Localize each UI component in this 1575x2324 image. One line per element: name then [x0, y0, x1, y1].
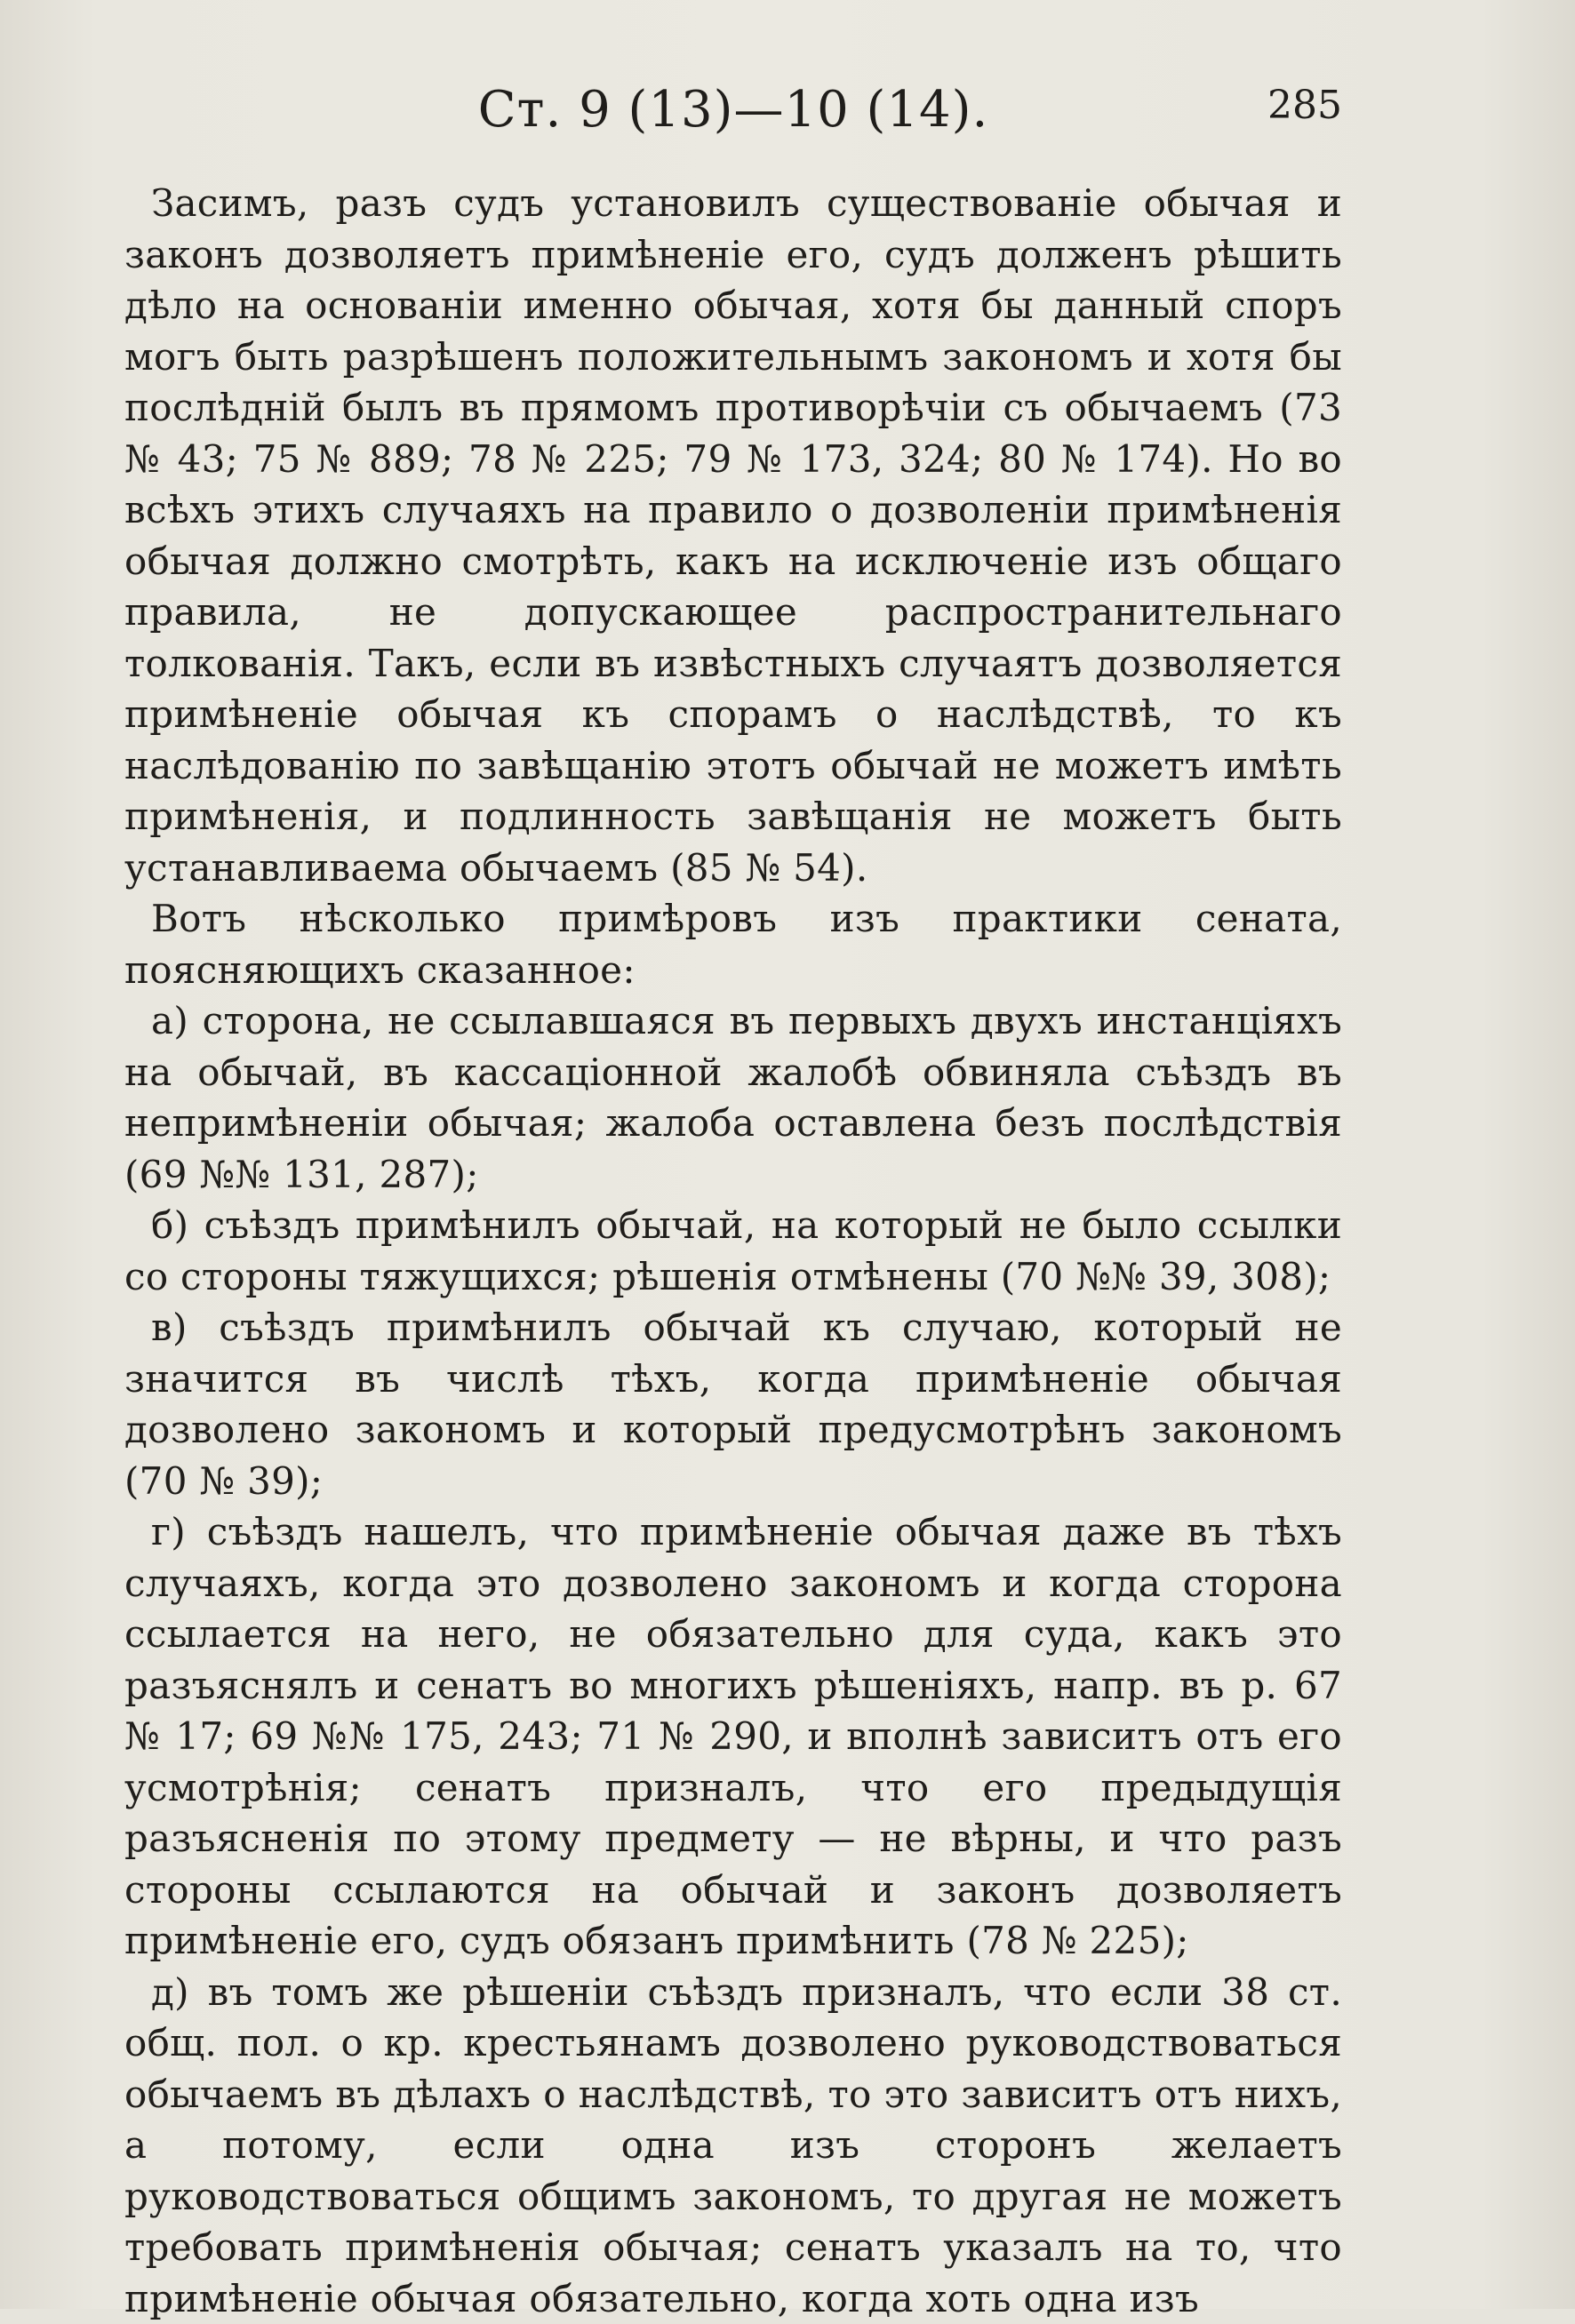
running-title: Ст. 9 (13)—10 (14). [124, 75, 1342, 146]
paragraph-example-a: а) сторона, не ссылавшаяся въ первыхъ двухъ инстанціяхъ на обычай, въ кассаціонной жалобѣ обвиняла съѣздъ въ непримѣненіи обычая; жалоба оставлена безъ послѣдствія (69 №№ 131, 287); [124, 995, 1342, 1200]
paragraph-example-d: д) въ томъ же рѣшеніи съѣздъ призналъ, что если 38 ст. общ. пол. о кр. крестьянамъ дозволено руководствоваться обычаемъ въ дѣлахъ о наслѣдствѣ, то это зависитъ отъ нихъ, а потому, если одна изъ сторонъ желаетъ руководствоваться общимъ закономъ, то другая не можетъ требовать примѣненія обычая; сенатъ указалъ на то, что примѣненіе обычая обязательно, когда хоть одна изъ [124, 1967, 1342, 2324]
page-header [124, 75, 1342, 146]
paragraph-example-b: б) съѣздъ примѣнилъ обычай, на который не было ссылки со стороны тяжущихся; рѣшенія отмѣнены (70 №№ 39, 308); [124, 1200, 1342, 1302]
page-number: 285 [1267, 75, 1342, 137]
paragraph-examples-intro: Вотъ нѣсколько примѣровъ изъ практики сената, поясняющихъ сказанное: [124, 893, 1342, 995]
paragraph-example-v: в) съѣздъ примѣнилъ обычай къ случаю, который не значится въ числѣ тѣхъ, когда примѣненіе обычая дозволено закономъ и который предусмотрѣнъ закономъ (70 № 39); [124, 1302, 1342, 1506]
paragraph-example-g: г) съѣздъ нашелъ, что примѣненіе обычая даже въ тѣхъ случаяхъ, когда это дозволено закономъ и когда сторона ссылается на него, не обязательно для суда, какъ это разъяснялъ и сенатъ во многихъ рѣшеніяхъ, напр. въ р. 67 № 17; 69 №№ 175, 243; 71 № 290, и вполнѣ зависитъ отъ его усмотрѣнія; сенатъ призналъ, что его предыдущія разъясненія по этому предмету — не вѣрны, и что разъ стороны ссылаются на обычай и законъ дозволяетъ примѣненіе его, судъ обязанъ примѣнить (78 № 225); [124, 1506, 1342, 1967]
paragraph-intro: Засимъ, разъ судъ установилъ существованіе обычая и законъ дозволяетъ примѣненіе его, судъ долженъ рѣшить дѣло на основаніи именно обычая, хотя бы данный споръ могъ быть разрѣшенъ положительнымъ закономъ и хотя бы послѣдній былъ въ прямомъ противорѣчіи съ обычаемъ (73 № 43; 75 № 889; 78 № 225; 79 № 173, 324; 80 № 174). Но во всѣхъ этихъ случаяхъ на правило о дозволеніи примѣненія обычая должно смотрѣть, какъ на исключеніе изъ общаго правила, не допускающее распространительнаго толкованія. Такъ, если въ извѣстныхъ случаятъ дозволяется примѣненіе обычая къ спорамъ о наслѣдствѣ, то къ наслѣдованію по завѣщанію этотъ обычай не можетъ имѣть примѣненія, и подлинность завѣщанія не можетъ быть устанавливаема обычаемъ (85 № 54). [124, 178, 1342, 893]
body-text [124, 178, 1342, 2324]
